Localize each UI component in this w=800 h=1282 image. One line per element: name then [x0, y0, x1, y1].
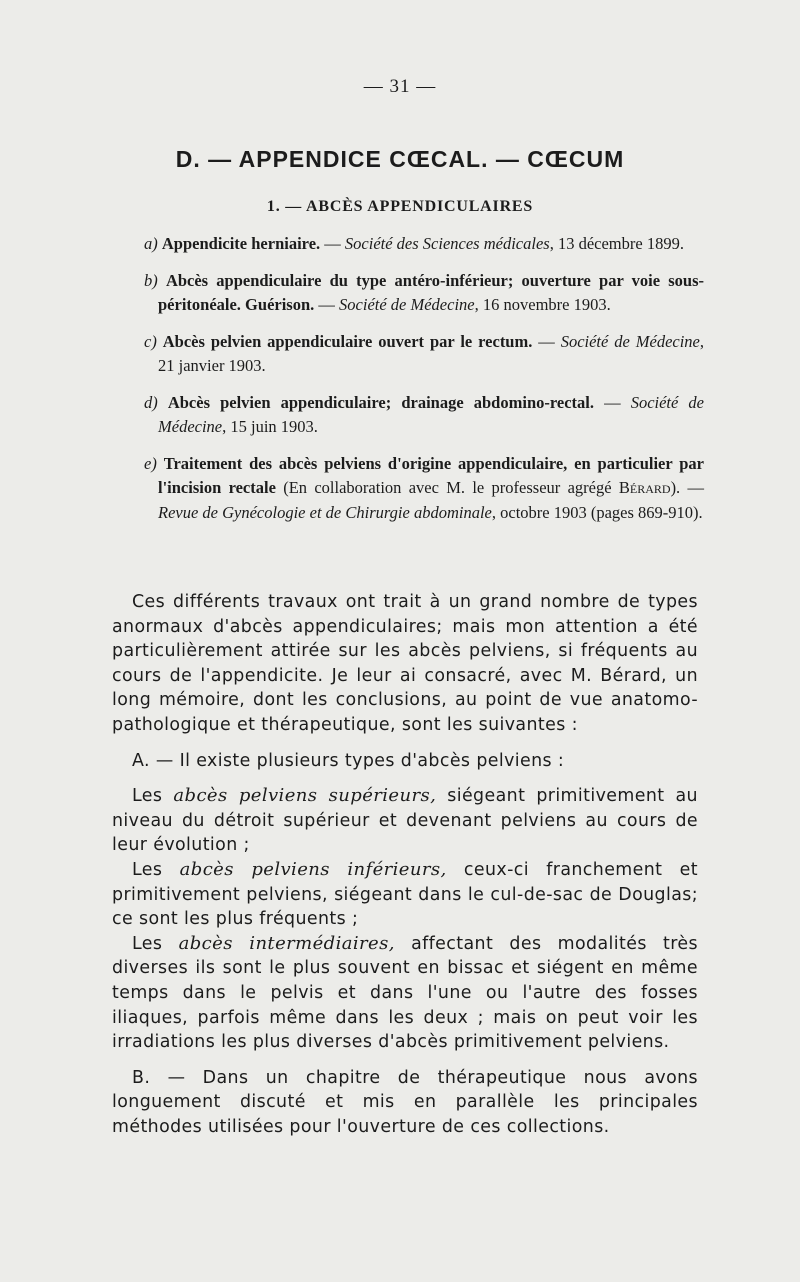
reference-date: , 13 décembre 1899. — [549, 234, 684, 253]
reference-item — [144, 269, 705, 318]
reference-date: , 16 novembre 1903. — [474, 295, 611, 314]
reference-sep: — — [314, 295, 340, 314]
reference-note: (En collaboration avec M. le professeur agrégé — [275, 478, 619, 497]
reference-list — [144, 232, 705, 537]
reference-item — [144, 330, 704, 379]
reference-journal: Société des Sciences médicales — [344, 234, 550, 253]
reference-title: Abcès pelvien appendiculaire ouvert par le rectum. — [162, 331, 533, 351]
reference-marker: d) — [144, 392, 158, 412]
paragraph — [112, 858, 698, 932]
reference-date: , 15 juin 1903. — [222, 417, 318, 436]
reference-date: , 21 janvier 1903. — [158, 331, 704, 375]
text-run: Les — [132, 786, 174, 807]
reference-marker: c) — [144, 331, 157, 351]
section-title: D. — APPENDICE CŒCAL. — CŒCUM — [175, 146, 625, 172]
text-run: Les — [132, 859, 180, 880]
paragraph — [112, 932, 698, 1055]
reference-journal: Société de Médecine — [339, 295, 475, 314]
paragraph — [112, 784, 698, 858]
emphasis: abcès intermédiaires, — [178, 932, 395, 954]
reference-sep: — — [594, 392, 631, 412]
reference-author: Bérard — [618, 478, 671, 497]
text-run: Les — [132, 933, 179, 954]
text-run: ceux-ci franchement et primitivement pelviens, siégeant dans le cul-de-sac de Douglas; ce sont les plus fréquents ; — [112, 859, 698, 930]
reference-item — [144, 452, 705, 526]
reference-title: Abcès pelvien appendiculaire; drainage abdomino-rectal. — [167, 392, 594, 412]
reference-marker: a) — [144, 234, 158, 253]
reference-item — [144, 232, 704, 257]
text-run: affectant des modalités très diverses ils sont le plus souvent en bissac et siégent en même temps dans le pelvis et dans l'une ou l'autre des fosses iliaques, parfois même dans les deux ; mais on peut voir les irradiations les plus diverses d'abcès primitivement pelviens. — [112, 933, 698, 1053]
paragraph: Ces différents travaux ont trait à un grand nombre de types anormaux d'abcès appendiculaires; mais mon attention a été particulièrement attirée sur les abcès pelviens, si fréquents au cours de l'appendicite. Je leur ai consacré, avec M. Bérard, un long mémoire, dont les conclusions, au point de vue anatomo-pathologique et thérapeutique, sont les suivantes : — [112, 592, 698, 735]
reference-sep: — — [320, 234, 345, 253]
text-run: siégeant primitivement au niveau du détroit supérieur et devenant pelviens au cours de leur évolution ; — [112, 786, 698, 856]
reference-journal: Société de Médecine — [158, 392, 704, 436]
reference-date: , octobre 1903 (pages 869-910). — [491, 502, 703, 522]
reference-journal: Revue de Gynécologie et de Chirurgie abdominale — [158, 502, 492, 522]
reference-marker: b) — [144, 270, 158, 290]
paragraph: A. — Il existe plusieurs types d'abcès pelviens : — [132, 750, 565, 771]
reference-sep: — — [532, 331, 561, 351]
reference-title: Traitement des abcès pelviens d'origine appendiculaire, en particulier par l'incision rectale — [158, 453, 705, 497]
reference-marker: e) — [144, 453, 157, 473]
reference-item — [144, 391, 704, 440]
reference-title: Abcès appendiculaire du type antéro-inférieur; ouverture par voie sous-péritonéale. Guérison. — [158, 270, 705, 314]
body-text — [112, 590, 698, 1139]
reference-journal: Société de Médecine — [560, 331, 700, 351]
emphasis: abcès pelviens inférieurs, — [179, 858, 447, 880]
paragraph: B. — Dans un chapitre de thérapeutique nous avons longuement discuté et mis en parallèle les principales méthodes utilisées pour l'ouverture de ces collections. — [112, 1067, 698, 1137]
page-number: — 31 — — [363, 76, 437, 97]
reference-sep: ). — — [670, 478, 704, 497]
subsection-title: 1. — ABCÈS APPENDICULAIRES — [266, 198, 534, 215]
emphasis: abcès pelviens supérieurs, — [173, 785, 437, 807]
reference-title: Appendicite herniaire. — [161, 234, 321, 253]
